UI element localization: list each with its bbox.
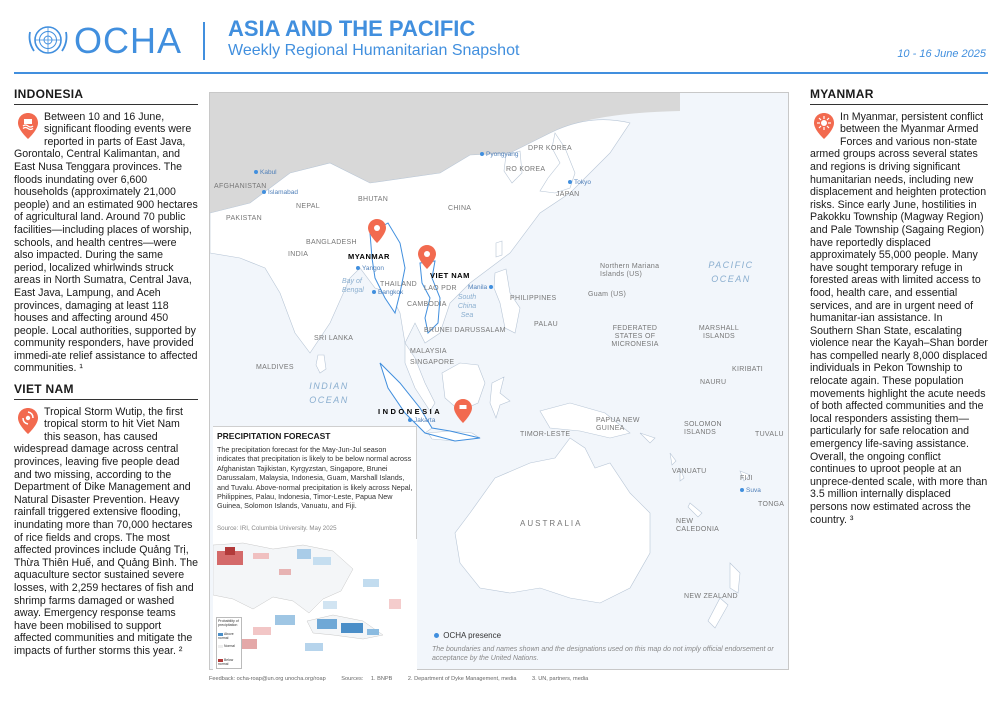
- ocha-presence-dot-icon: [434, 633, 439, 638]
- logo-divider: [203, 22, 205, 60]
- precipitation-body: The precipitation forecast for the May-Jun-Jul season indicates that precipitation is likely to be below normal across Afghanistan Tajikistan, Kyrgyzstan, Singapore, Brunei Darussalam, Malaysia, Indonesia, Guam, Marshall Islands, and Tuvalu. Above-normal precipitation is likely across Nepal, Philippines, Palau, Indonesia, Timor-Leste, Papua New Guinea, Solomon Islands, Vanuatu, and Fiji.: [217, 445, 413, 511]
- page-title: ASIA AND THE PACIFIC: [228, 16, 476, 41]
- label-cambodia: CAMBODIA: [407, 301, 447, 308]
- precipitation-panel: [213, 426, 417, 670]
- label-dpr-korea: DPR KOREA: [528, 145, 572, 152]
- label-kiribati: KIRIBATI: [732, 366, 764, 373]
- precipitation-source: Source: IRI, Columbia University. May 2025: [217, 525, 337, 532]
- city-manila: Manila: [468, 284, 495, 291]
- label-maldives: MALDIVES: [256, 364, 294, 371]
- ocha-dot-icon: [372, 290, 376, 294]
- un-emblem-icon: [26, 22, 70, 58]
- ocha-dot-icon: [262, 190, 266, 194]
- legend-title: Probability of precipitation: [218, 619, 239, 627]
- ocha-presence-label: OCHA presence: [443, 631, 502, 640]
- label-timor-leste: TIMOR-LESTE: [520, 431, 571, 438]
- label-ro-korea: RO KOREA: [506, 166, 546, 173]
- city-islamabad: Islamabad: [262, 189, 298, 196]
- footer-sources-label: Sources:: [341, 676, 364, 682]
- conflict-pin-icon: [814, 113, 834, 139]
- footer-source-2: 2. Department of Dyke Management, media: [407, 676, 517, 682]
- flood-pin-icon: [18, 113, 38, 139]
- label-japan: JAPAN: [556, 191, 580, 198]
- label-singapore: SINGAPORE: [410, 359, 455, 366]
- legend-swatch-normal: [218, 645, 223, 648]
- focus-label-indonesia: INDONESIA: [378, 407, 443, 416]
- vietnam-body-wrapper: [14, 406, 198, 658]
- label-nepal: NEPAL: [296, 203, 320, 210]
- city-suva: Suva: [740, 487, 761, 494]
- myanmar-body-wrapper: [810, 111, 988, 527]
- label-sri-lanka: SRI LANKA: [314, 335, 354, 342]
- label-palau: PALAU: [534, 321, 558, 328]
- page-subtitle: Weekly Regional Humanitarian Snapshot: [228, 42, 520, 59]
- precipitation-legend: [216, 617, 242, 669]
- label-tuvalu: TUVALU: [755, 431, 784, 438]
- footer-source-3: 3. UN, partners, media: [532, 676, 589, 682]
- label-afghanistan: AFGHANISTAN: [214, 183, 267, 190]
- city-jakarta: Jakarta: [408, 417, 435, 424]
- ocha-dot-icon: [356, 266, 360, 270]
- page-header: [0, 0, 1000, 74]
- label-lao-pdr: LAO PDR: [424, 285, 457, 292]
- page-footer: [209, 676, 602, 682]
- label-solomon: SOLOMON ISLANDS: [684, 421, 722, 436]
- indonesia-body-wrapper: [14, 111, 198, 375]
- legend-below: Below normal: [218, 658, 234, 666]
- focus-label-vietnam: VIET NAM: [430, 271, 470, 280]
- label-pacific-ocean: PACIFIC OCEAN: [708, 260, 754, 284]
- ocha-logo-text: OCHA: [74, 20, 183, 61]
- precipitation-title: PRECIPITATION FORECAST: [217, 431, 331, 441]
- indonesia-map-pin-icon: [454, 399, 472, 423]
- city-yangon: Yangon: [356, 265, 384, 272]
- label-marshall-islands: MARSHALL ISLANDS: [698, 325, 740, 340]
- city-tokyo: Tokyo: [568, 179, 591, 186]
- report-date: 10 - 16 June 2025: [897, 48, 986, 60]
- label-pakistan: PAKISTAN: [226, 215, 262, 222]
- myanmar-map-pin-icon: [368, 219, 386, 243]
- vietnam-title: VIET NAM: [14, 383, 198, 400]
- label-nauru: NAURU: [700, 379, 727, 386]
- map-disclaimer: The boundaries and names shown and the designations used on this map do not imply official endorsement or acceptance by the United Nations.: [432, 646, 774, 662]
- right-column: [810, 88, 988, 526]
- left-column: [14, 88, 198, 658]
- ocha-dot-icon: [408, 418, 412, 422]
- label-vanuatu: VANUATU: [672, 468, 707, 475]
- myanmar-section: [810, 88, 988, 526]
- footer-feedback: Feedback: ocha-roap@un.org unocha.org/roap: [209, 676, 326, 682]
- label-fiji: FIJI: [740, 475, 753, 482]
- label-malaysia: MALAYSIA: [410, 348, 447, 355]
- city-kabul: Kabul: [254, 169, 277, 176]
- label-new-zealand: NEW ZEALAND: [684, 593, 738, 600]
- label-south-china-sea: South China Sea: [457, 294, 477, 319]
- precipitation-map: [213, 539, 417, 671]
- label-indian-ocean: INDIAN OCEAN: [309, 381, 349, 405]
- focus-label-myanmar: MYANMAR: [348, 252, 390, 261]
- label-thailand: THAILAND: [380, 281, 418, 288]
- label-bhutan: BHUTAN: [358, 196, 389, 203]
- footer-source-1: 1. BNPB: [370, 676, 393, 682]
- label-micronesia: FEDERATED STATES OF MICRONESIA: [611, 325, 659, 348]
- label-png: PAPUA NEW GUINEA: [596, 417, 640, 432]
- label-bangladesh: BANGLADESH: [306, 239, 357, 246]
- vietnam-map-pin-icon: [418, 245, 436, 269]
- ocha-presence-legend: [434, 631, 501, 640]
- ocha-dot-icon: [480, 152, 484, 156]
- label-china: CHINA: [448, 205, 472, 212]
- header-rule: [14, 72, 988, 74]
- label-brunei: BRUNEI DARUSSALAM: [424, 327, 506, 334]
- vietnam-section: [14, 383, 198, 657]
- legend-normal: Normal: [218, 644, 235, 648]
- label-new-caledonia: NEW CALEDONIA: [676, 518, 720, 533]
- legend-above: Above normal: [218, 632, 234, 640]
- myanmar-title: MYANMAR: [810, 88, 988, 105]
- indonesia-section: [14, 88, 198, 375]
- ocha-dot-icon: [489, 285, 493, 289]
- ocha-dot-icon: [568, 180, 572, 184]
- indonesia-title: INDONESIA: [14, 88, 198, 105]
- label-india: INDIA: [288, 251, 309, 258]
- myanmar-body: In Myanmar, persistent conflict between the Myanmar Armed Forces and various non-state armed groups across several states and regions is driving significant humanitarian needs, including new displacement and heighten protection risks. Since early June, hostilities in Pakokku Township (Magway Region) and Pale Township (Sagaing Region) have reportedly displaced approximately 55,000 people. Many have sought temporary refuge in forested areas with limited access to food, health care, and essential services, and are in urgent need of humanitar-ian assistance. In Southern Shan State, escalating violence near the Kayah–Shan border has compelled nearly 8,000 displaced individuals in Pekon Township to relocate again. These population movements highlight the acute needs of both affected communities and the local responders assisting them—particularly for safe relocation and emergency life-saving assistance. Overall, the ongoing conflict continues to uproot people at an unprece-dented scale, with more than 3.5 million internally displaced persons now estimated across the country. ³: [810, 110, 988, 526]
- label-guam: Guam (US): [588, 291, 627, 298]
- ocha-dot-icon: [740, 488, 744, 492]
- storm-pin-icon: [18, 408, 38, 434]
- indonesia-body: Between 10 and 16 June, significant flooding events were reported in parts of East Java, Gorontalo, Central Kalimantan, and East Nusa Tenggara provinces. The floods inundating over 6,600 households (approximately 21,000 people) and an estimated 900 hectares of agricultural land. Around 70 public facilities—including places of worship, schools, and health centres—were also impacted. During the same period, localized whirlwinds struck areas in North Sumatra, Central Java, East Java, Lampung, and Aceh provinces, damaging at least 118 houses and affecting around 450 people. Local authorities, supported by community responders, have provided immedi-ate relief assistance to affected communities. ¹: [14, 110, 198, 375]
- label-mariana: Northern Mariana Islands (US): [600, 263, 660, 278]
- city-pyongyang: Pyongyang: [480, 151, 519, 158]
- label-australia: AUSTRALIA: [520, 519, 583, 528]
- city-bangkok: Bangkok: [372, 289, 403, 296]
- vietnam-body: Tropical Storm Wutip, the first tropical storm to hit Viet Nam this season, has caused widespread damage across central provinces, leaving five people dead and two missing, according to the Department of Dike Management and Natural Disaster Prevention. Heavy rainfall triggered extensive flooding, inundating more than 70,000 hectares of rice fields and crops. The most affected provinces include Quảng Trị, Thừa Thiên Huế, and Quảng Bình. The aquaculture sector sustained severe losses, with 2,259 hectares of fish and shrimp farms damaged or washed away. Emergency response teams have been mobilised to support affected communities and mitigate the impacts of further storms this year. ²: [14, 405, 198, 657]
- label-bay-of-bengal: Bay of Bengal: [342, 278, 364, 294]
- label-tonga: TONGA: [758, 501, 785, 508]
- label-philippines: PHILIPPINES: [510, 295, 557, 302]
- ocha-dot-icon: [254, 170, 258, 174]
